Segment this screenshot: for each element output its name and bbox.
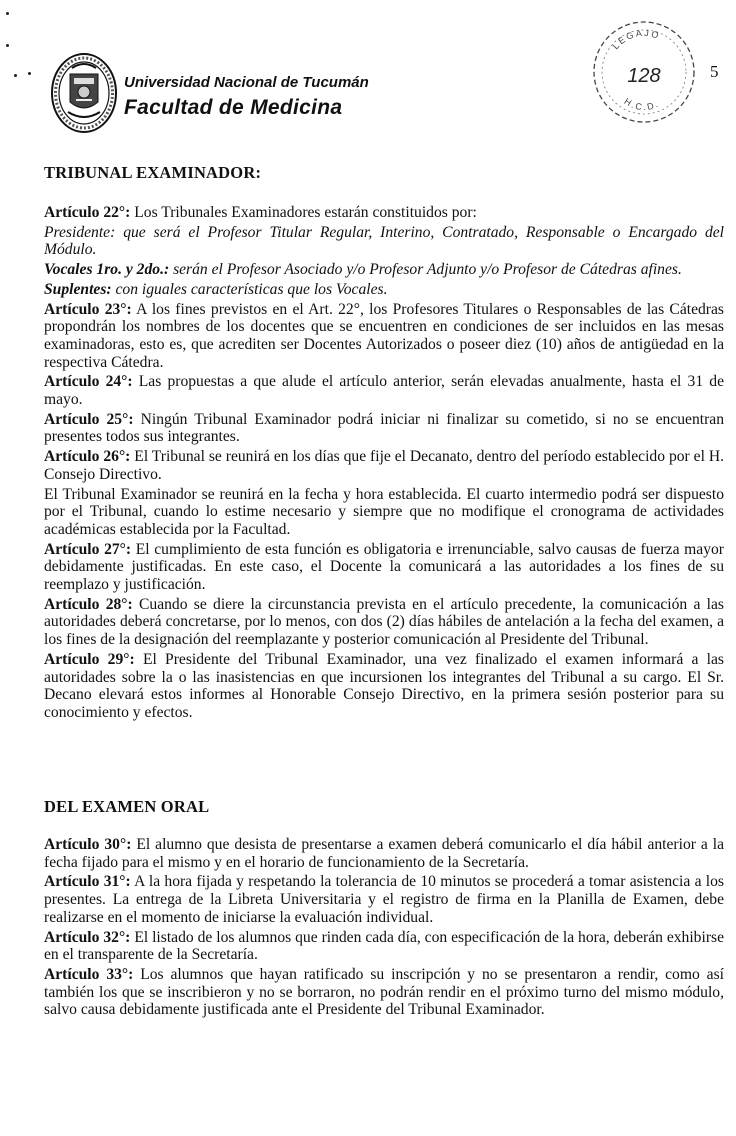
article-text: El listado de los alumnos que rinden cada día, con especificación de la hora, deberán exhibirse en el transparente de la Secretaría. — [44, 928, 724, 964]
article-27 — [44, 541, 724, 594]
article-label: Artículo 26°: — [44, 448, 131, 466]
article-label: Artículo 32°: — [44, 928, 131, 946]
folio-stamp-icon — [588, 16, 700, 128]
article-label: Artículo 22°: — [44, 204, 131, 221]
article-label: Artículo 33°: — [44, 965, 134, 983]
article-33 — [44, 966, 724, 1019]
university-name: Universidad Nacional de Tucumán — [124, 74, 369, 91]
article-text: A los fines previstos en el Art. 22°, los Profesores Titulares o Responsables de las Cátedras propondrán los nombres de los docentes que se encuentren en condiciones de ser incluidos en las mesas examinadoras, esto es, que acrediten ser Docentes Autorizados o poseer diez (10) años de antigüedad en la respectiva Cátedra. — [44, 300, 724, 371]
article-text: El Presidente del Tribunal Examinador, una vez finalizado el examen informará a las autoridades sobre la o las inasistencias en que incursionen los integrantes del Tribunal a su cargo. El Sr. Decano elevará estos informes al Honorable Consejo Directivo, en la primera sesión posterior para su conocimiento y efectos. — [44, 650, 724, 721]
clause-label: Presidente: — [44, 223, 116, 241]
article-24 — [44, 373, 724, 408]
clause-label: Suplentes: — [44, 280, 112, 298]
scan-speck — [14, 74, 17, 77]
presidente-clause — [44, 224, 724, 259]
article-label: Artículo 28°: — [44, 595, 133, 613]
article-text: El alumno que desista de presentarse a examen deberá comunicarlo el día hábil anterior a la fecha fijado para el mismo y en el horario de funcionamiento de la Secretaría. — [44, 836, 724, 871]
article-label: Artículo 31°: — [44, 873, 131, 891]
article-23 — [44, 301, 724, 372]
clause-label: Vocales 1ro. y 2do.: — [44, 261, 170, 279]
article-text: El cumplimiento de esta función es obligatoria e irrenunciable, salvo causas de fuerza mayor debidamente justificadas. En este caso, el Docente la comunicará a las autoridades a los fines de su reemplazo y justificación. — [44, 540, 724, 594]
scan-speck — [6, 12, 9, 15]
article-label: Artículo 24°: — [44, 373, 133, 391]
article-28 — [44, 596, 724, 649]
section-title-examen-oral: DEL EXAMEN ORAL — [44, 797, 210, 816]
scan-speck — [28, 72, 31, 75]
clause-text: serán el Profesor Asociado y/o Profesor Adjunto y/o Profesor de Cátedras afines. — [169, 261, 682, 279]
clause-text: que será el Profesor Titular Regular, Interino, Contratado, Responsable o Encargado del Módulo. — [44, 223, 724, 259]
article-25 — [44, 411, 724, 446]
stamp-number: 128 — [627, 65, 661, 87]
article-label: Artículo 30°: — [44, 836, 132, 853]
article-label: Artículo 27°: — [44, 540, 132, 558]
article-30 — [44, 836, 724, 871]
university-seal-icon — [50, 52, 118, 134]
svg-text:H.C.D. — [622, 96, 661, 112]
article-text: A la hora fijada y respetando la tolerancia de 10 minutos se procederá a tomar asistencia a los presentes. La entrega de la Libreta Universitaria y el registro de firma en la Planilla de Examen, debe realizarse en el momento de iniciarse la evaluación individual. — [44, 873, 725, 926]
article-32 — [44, 929, 724, 964]
article-26-continuation: El Tribunal Examinador se reunirá en la fecha y hora establecida. El cuarto intermedio podrá ser dispuesto por el Tribunal, cuando lo estime necesario y siempre que no modifique el cronograma de actividades académicas establecida por la Facultad. — [44, 485, 724, 538]
section-title-tribunal: TRIBUNAL EXAMINADOR: — [44, 163, 262, 182]
article-29 — [44, 651, 724, 722]
svg-text:LEGAJO — [610, 28, 661, 51]
article-text: Las propuestas a que alude el artículo anterior, serán elevadas anualmente, hasta el 31 de mayo. — [44, 373, 725, 409]
article-26 — [44, 448, 724, 483]
article-text: El Tribunal se reunirá en los días que fije el Decanato, dentro del período establecido por el H. Consejo Directivo. — [44, 448, 724, 483]
scan-speck — [6, 44, 9, 47]
clause-text: con iguales características que los Vocales. — [111, 280, 388, 298]
article-text: Los alumnos que hayan ratificado su inscripción y no se presentaron a rendir, como así también los que se inscribieron y no se borraron, no podrán rendir en el próximo turno del mismo módulo, salvo causa debidamente justificada ante el Presidente del Tribunal Examinador. — [44, 965, 724, 1019]
suplentes-clause — [44, 281, 724, 299]
page-number: 5 — [710, 62, 719, 81]
faculty-name: Facultad de Medicina — [124, 96, 343, 119]
article-text: Cuando se diere la circunstancia prevista en el artículo precedente, la comunicación a las autoridades deberá concretarse, por lo menos, con dos (2) días hábiles de antelación a la fecha del examen, a los fines de la designación del reemplazante y posterior comunicación al Presidente del Tribunal. — [44, 595, 725, 649]
article-text: Ningún Tribunal Examinador podrá iniciar ni finalizar su cometido, si no se encuentran presentes todos sus integrantes. — [44, 410, 724, 446]
article-label: Artículo 25°: — [44, 410, 134, 428]
section-body-examen-oral — [44, 836, 724, 1021]
article-label: Artículo 29°: — [44, 650, 135, 668]
vocales-clause — [44, 261, 724, 279]
article-text: Los Tribunales Examinadores estarán constituidos por: — [130, 204, 477, 221]
section-body-tribunal — [44, 204, 724, 724]
article-22 — [44, 204, 724, 222]
article-31 — [44, 873, 724, 926]
article-label: Artículo 23°: — [44, 300, 132, 318]
stamp-top-text: LEGAJO — [610, 27, 662, 52]
stamp-bottom-text: H.C.D. — [622, 96, 662, 113]
